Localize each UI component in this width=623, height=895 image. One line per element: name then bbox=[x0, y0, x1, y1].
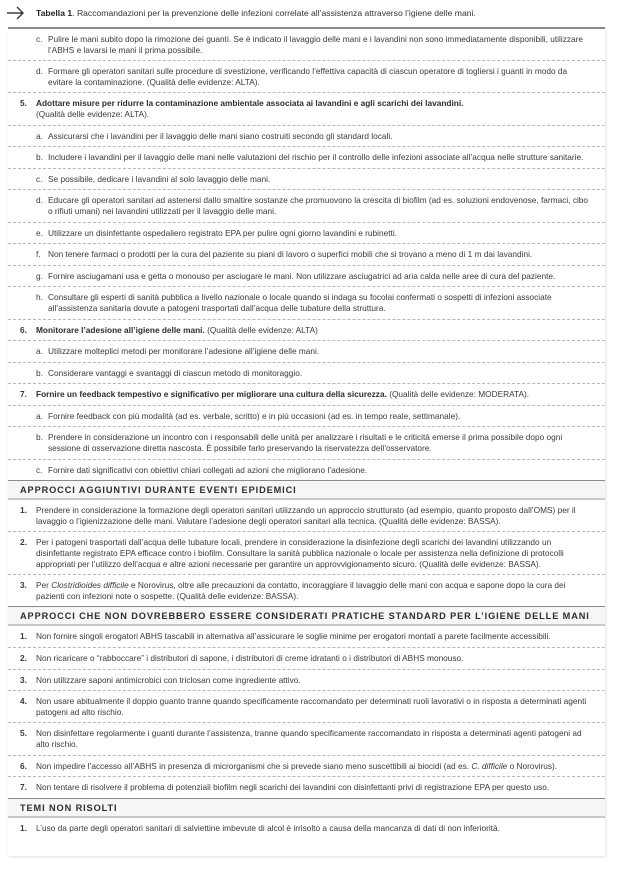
item-text bbox=[36, 675, 301, 685]
item-text bbox=[36, 505, 576, 526]
item-marker: 6. bbox=[20, 324, 27, 335]
item-marker: 7. bbox=[20, 782, 27, 793]
recommendation-subitem bbox=[8, 460, 605, 481]
item-marker: a. bbox=[36, 410, 43, 421]
item-marker: h. bbox=[36, 292, 43, 303]
item-body: Utilizzare molteplici metodi per monitorare l’adesione all’igiene delle mani. bbox=[48, 346, 320, 357]
item-text bbox=[36, 696, 586, 717]
item-body: Non fornire singoli erogatori ABHS tascabili in alternativa all’assicurare le soglie minime per erogatori montati a parete facilmente accessibili. bbox=[36, 631, 551, 642]
section-item bbox=[8, 818, 605, 839]
item-text-pre: Non impedire l’accesso all’ABHS in presenza di microrganismi che si prevede siano meno suscettibili ai biocidi (ad es. bbox=[36, 760, 472, 771]
recommendation-subitem bbox=[8, 363, 605, 385]
recommendation-subitem bbox=[8, 29, 605, 61]
item-marker: 2. bbox=[20, 653, 27, 663]
item-text bbox=[36, 631, 551, 641]
item-text bbox=[48, 66, 567, 87]
item-body: Considerare vantaggi e svantaggi di ciascun metodo di monitoraggio. bbox=[48, 367, 303, 378]
item-body: Per i patogeni trasportati dall’acqua delle tubature locali, prendere in considerazione la disinfezione degli scarichi dei lavandini utilizzando un disinfettante registrato EPA efficace contro i biofilm. Consultare la sanità pubblica nazionale o locale per assistenza nella definizione di protocolli appropriati per l’utilizzo dell’acqua e altre azioni necessarie per garantire un approvvigionamento sicuro. (Qualità delle evidenze: BASSA). bbox=[36, 537, 564, 569]
item-body: Consultare gli esperti di sanità pubblica a livello nazionale o locale quando si indaga su focolai confermati o sospetti di infezioni associate all’assistenza sanitaria dovute a patogeni trasportati dall’acqua delle tubature della struttura. bbox=[48, 292, 552, 313]
item-body: Fornire dati significativi con obiettivi chiari collegati ad azioni che migliorano l’adesione. bbox=[48, 464, 368, 475]
item-text bbox=[48, 228, 397, 238]
item-text bbox=[48, 34, 583, 55]
recommendation-subitem bbox=[8, 406, 605, 428]
item-text-italic: Clostridioides difficile bbox=[51, 580, 129, 591]
section-item bbox=[8, 575, 605, 606]
caption-text bbox=[36, 8, 476, 18]
item-body: (Qualità delle evidenze: ALTA) bbox=[207, 324, 318, 335]
item-marker: 1. bbox=[20, 822, 27, 833]
item-marker: e. bbox=[36, 227, 43, 238]
item-marker: 5. bbox=[20, 98, 27, 109]
item-body: Prendere in considerazione la formazione degli operatori sanitari utilizzando un approccio strutturato (ad esempio, quanto proposto dall’OMS) per il lavaggio o l’igienizzazione delle mani. Valutare l’adesione degli operatori sanitari alla tecnica. (Qualità delle evidenze: BASSA). bbox=[36, 505, 576, 526]
item-body: Non tentare di risolvere il problema di potenziali biofilm negli scarichi dei lavandini con disinfettanti privi di registrazione EPA per questo uso. bbox=[36, 782, 550, 793]
item-heading: Adottare misure per ridurre la contaminazione ambientale associata ai lavandini e agli scarichi dei lavandini. bbox=[36, 98, 464, 109]
item-body: Se possibile, dedicare i lavandini al solo lavaggio delle mani. bbox=[48, 173, 271, 184]
item-marker: a. bbox=[36, 346, 43, 357]
item-marker: a. bbox=[36, 130, 43, 141]
item-body: Assicurarsi che i lavandini per il lavaggio delle mani siano costruiti secondo gli standard locali. bbox=[48, 130, 393, 141]
item-text-pre: Per bbox=[36, 580, 52, 591]
recommendations-table bbox=[8, 27, 605, 856]
item-body: (Qualità delle evidenze: ALTA). bbox=[36, 108, 150, 119]
item-marker: d. bbox=[36, 66, 43, 77]
item-text bbox=[36, 728, 582, 749]
item-body: Non usare abitualmente il doppio guanto tranne quando specificamente raccomandato per determinati ruoli lavorativi o in risposta a determinati agenti patogeni ad alto rischio. bbox=[36, 696, 587, 717]
recommendation-item bbox=[8, 93, 605, 125]
item-text bbox=[48, 271, 555, 281]
item-heading: Fornire un feedback tempestivo e significativo per migliorare una cultura della sicurezza. bbox=[36, 389, 387, 400]
item-marker: g. bbox=[36, 270, 43, 281]
item-body: Formare gli operatori sanitari sulle procedure di svestizione, verificando l’effettiva capacità di ciascun operatore di togliersi i guanti in modo da evitare la contaminazione. (Qualità delle evidenze: ALTA). bbox=[48, 66, 568, 87]
section-item bbox=[8, 777, 605, 798]
item-text bbox=[48, 174, 270, 184]
item-text bbox=[36, 325, 318, 335]
section-item bbox=[8, 500, 605, 532]
item-marker: 6. bbox=[20, 760, 27, 771]
item-text bbox=[48, 346, 319, 356]
item-body: e Norovirus, oltre alle precauzioni da contatto, incoraggiare il lavaggio delle mani con acqua e sapone dopo la cura dei pazienti con infezioni note o sospette. (Qualità delle evidenze: BASSA). bbox=[36, 580, 566, 601]
item-text bbox=[48, 368, 302, 378]
item-text bbox=[48, 411, 460, 421]
item-marker: c. bbox=[36, 173, 43, 184]
item-text bbox=[36, 761, 557, 771]
table-caption bbox=[0, 0, 623, 28]
item-body: Non utilizzare saponi antimicrobici con triclosan come ingrediente attivo. bbox=[36, 674, 301, 685]
section-header: TEMI NON RISOLTI bbox=[8, 798, 605, 818]
item-marker: d. bbox=[36, 195, 43, 206]
item-text bbox=[36, 653, 463, 663]
item-body: Utilizzare un disinfettante ospedaliero registrato EPA per pulire ogni giorno lavandini e rubinetti. bbox=[48, 227, 397, 238]
item-marker: 5. bbox=[20, 728, 27, 739]
caption-label: Tabella 1 bbox=[36, 8, 73, 18]
section-header: APPROCCI CHE NON DOVREBBERO ESSERE CONSIDERATI PRATICHE STANDARD PER L’IGIENE DELLE MANI bbox=[8, 606, 605, 626]
item-text bbox=[36, 98, 463, 119]
item-marker: b. bbox=[36, 367, 43, 378]
section-item bbox=[8, 723, 605, 755]
item-text bbox=[36, 782, 549, 792]
item-body: Fornire asciugamani usa e getta o monouso per asciugare le mani. Non utilizzare asciugatrici ad aria calda nelle aree di cura del paziente. bbox=[48, 270, 556, 281]
item-marker: 3. bbox=[20, 580, 27, 591]
item-body: (Qualità delle evidenze: MODERATA). bbox=[389, 389, 530, 400]
item-text bbox=[48, 465, 367, 475]
item-text bbox=[48, 152, 583, 162]
recommendation-subitem bbox=[8, 266, 605, 288]
recommendation-subitem bbox=[8, 169, 605, 191]
item-body: Non disinfettare regolarmente i guanti durante l’assistenza, tranne quando specificamente raccomandato in risposta a determinati agenti patogeni ad alto rischio. bbox=[36, 728, 582, 749]
recommendation-subitem bbox=[8, 427, 605, 459]
item-text bbox=[36, 580, 565, 601]
recommendation-item bbox=[8, 320, 605, 342]
item-text bbox=[48, 195, 588, 216]
item-body: Pulire le mani subito dopo la rimozione dei guanti. Se è indicato il lavaggio delle mani e i lavandini non sono immediatamente disponibili, utilizzare l’ABHS e lavarsi le mani il prima possibile. bbox=[48, 34, 583, 55]
item-text bbox=[36, 389, 529, 399]
section-item bbox=[8, 670, 605, 692]
item-text bbox=[36, 537, 564, 568]
item-text-italic: C. difficile bbox=[471, 760, 508, 771]
item-heading: Monitorare l’adesione all’igiene delle mani. bbox=[36, 324, 205, 335]
item-body: o Norovirus). bbox=[507, 760, 558, 771]
section-item bbox=[8, 691, 605, 723]
recommendation-item bbox=[8, 384, 605, 406]
item-marker: 4. bbox=[20, 696, 27, 707]
recommendation-subitem bbox=[8, 190, 605, 222]
section-item bbox=[8, 532, 605, 575]
item-body: Educare gli operatori sanitari ad astenersi dallo smaltire sostanze che promuovono la crescita di biofilm (ad es. soluzioni endovenose, farmaci, cibo o rifiuti umani) nei lavandini utilizzati per il lavaggio delle mani. bbox=[48, 195, 589, 216]
item-body: L’uso da parte degli operatori sanitari di salviettine imbevute di alcol è irrisolto a causa della mancanza di dati di non inferiorità. bbox=[36, 822, 500, 833]
item-marker: 3. bbox=[20, 674, 27, 685]
recommendation-subitem bbox=[8, 223, 605, 245]
item-body: Non tenere farmaci o prodotti per la cura del paziente su piani di lavoro o superfici mobili che si trovano a meno di 1 m dai lavandini. bbox=[48, 249, 533, 260]
item-body: Fornire feedback con più modalità (ad es. verbale, scritto) e in più occasioni (ad es. in tempo reale, settimanale). bbox=[48, 410, 461, 421]
section-item bbox=[8, 626, 605, 648]
item-body: Non ricaricare o “rabboccare” i distributori di sapone, i distributori di creme idratanti o i distributori di ABHS monouso. bbox=[36, 653, 464, 663]
item-marker: 1. bbox=[20, 505, 27, 516]
arrow-right-icon bbox=[6, 5, 26, 21]
item-text bbox=[48, 432, 562, 453]
recommendation-subitem bbox=[8, 287, 605, 319]
recommendation-subitem bbox=[8, 341, 605, 363]
item-marker: c. bbox=[36, 464, 43, 475]
section-item bbox=[8, 756, 605, 778]
item-marker: b. bbox=[36, 432, 43, 443]
section-header: APPROCCI AGGIUNTIVI DURANTE EVENTI EPIDEMICI bbox=[8, 480, 605, 500]
caption-separator: . bbox=[72, 8, 77, 18]
item-body: Includere i lavandini per il lavaggio delle mani nelle valutazioni del rischio per il controllo delle infezioni associate all’acqua nelle strutture sanitarie. bbox=[48, 152, 584, 163]
caption-body: Raccomandazioni per la prevenzione delle infezioni correlate all’assistenza attraverso l’igiene delle mani. bbox=[76, 8, 476, 18]
item-marker: 7. bbox=[20, 389, 27, 400]
item-marker: b. bbox=[36, 152, 43, 163]
item-marker: c. bbox=[36, 34, 43, 44]
recommendation-subitem bbox=[8, 61, 605, 93]
section-item bbox=[8, 648, 605, 670]
item-text bbox=[48, 292, 552, 313]
recommendation-subitem bbox=[8, 147, 605, 169]
item-marker: f. bbox=[36, 249, 41, 260]
item-body: Prendere in considerazione un incontro con i responsabili delle unità per analizzare i risultati e le criticità emerse il prima possibile dopo ogni sessione di osservazione diretta nascosta. È possibile farlo preservando la riservatezza dell’osservatore. bbox=[48, 432, 563, 454]
item-marker: 2. bbox=[20, 537, 27, 548]
recommendation-subitem bbox=[8, 244, 605, 266]
recommendation-subitem bbox=[8, 126, 605, 148]
item-text bbox=[48, 249, 532, 259]
item-text bbox=[48, 131, 393, 141]
item-marker: 1. bbox=[20, 631, 27, 642]
item-text bbox=[36, 823, 500, 833]
